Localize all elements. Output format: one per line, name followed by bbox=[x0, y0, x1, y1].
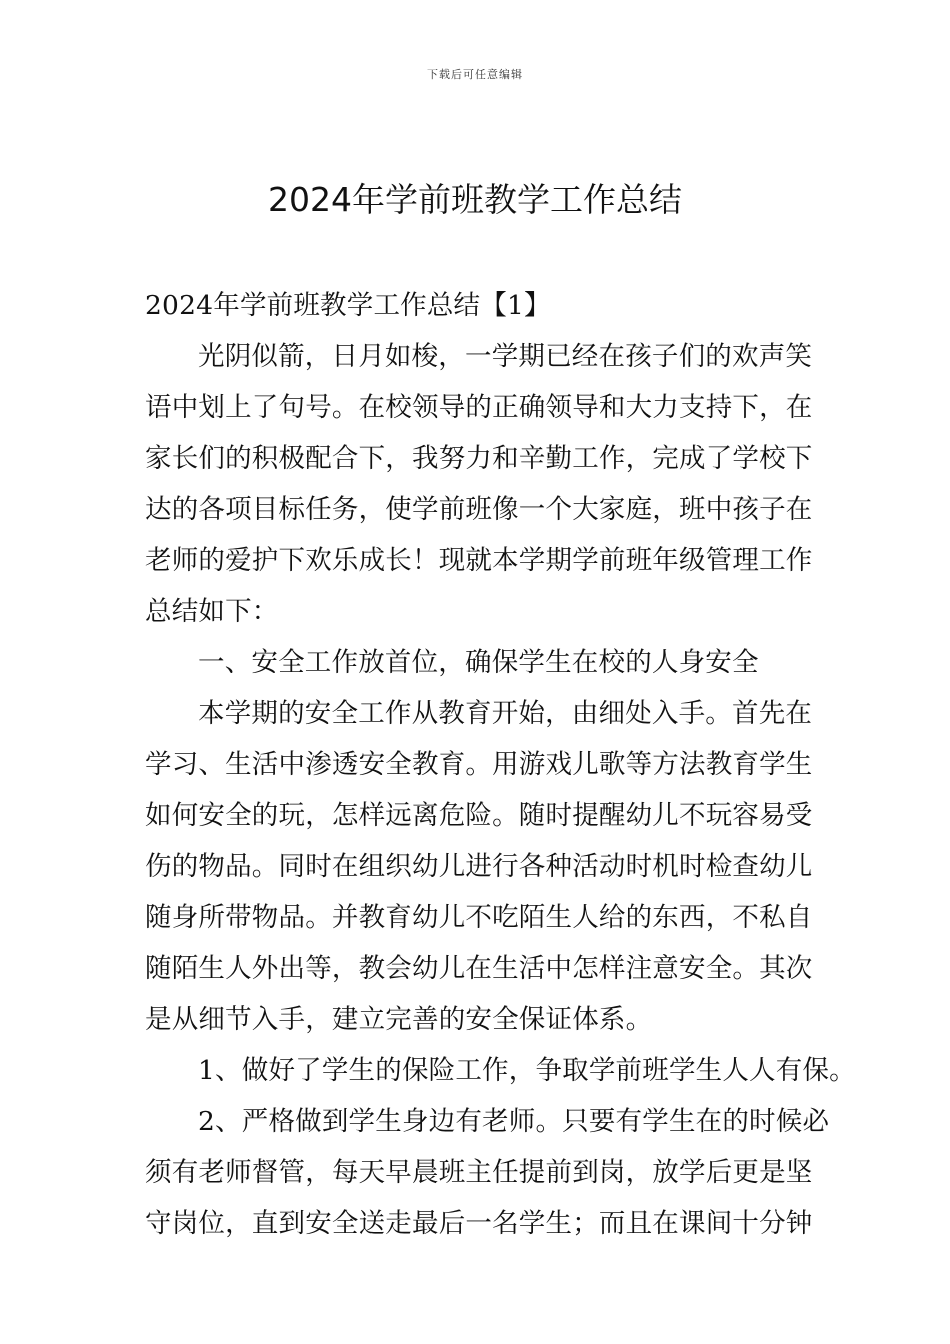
text-line: 2、严格做到学生身边有老师。只要有学生在的时候必 bbox=[198, 1106, 830, 1137]
text-line: 学习、生活中渗透安全教育。用游戏儿歌等方法教育学生 bbox=[145, 749, 813, 780]
text-line: 随陌生人外出等，教会幼儿在生活中怎样注意安全。其次 bbox=[145, 953, 813, 984]
text-line: 本学期的安全工作从教育开始，由细处入手。首先在 bbox=[198, 698, 813, 729]
text-line: 须有老师督管，每天早晨班主任提前到岗，放学后更是坚 bbox=[145, 1157, 813, 1188]
text-line: 随身所带物品。并教育幼儿不吃陌生人给的东西，不私自 bbox=[145, 902, 813, 933]
text-line: 1、做好了学生的保险工作，争取学前班学生人人有保。 bbox=[198, 1055, 856, 1086]
document-body bbox=[145, 280, 856, 1249]
text-line: 达的各项目标任务，使学前班像一个大家庭，班中孩子在 bbox=[145, 494, 813, 525]
text-line: 守岗位，直到安全送走最后一名学生；而且在课间十分钟 bbox=[145, 1208, 813, 1239]
text-line: 一、安全工作放首位，确保学生在校的人身安全 bbox=[198, 647, 759, 678]
text-line: 如何安全的玩，怎样远离危险。随时提醒幼儿不玩容易受 bbox=[145, 800, 813, 831]
text-line: 伤的物品。同时在组织幼儿进行各种活动时机时检查幼儿 bbox=[145, 851, 813, 882]
text-line: 语中划上了句号。在校领导的正确领导和大力支持下，在 bbox=[145, 392, 813, 423]
text-line: 光阴似箭，日月如梭，一学期已经在孩子们的欢声笑 bbox=[198, 341, 813, 372]
text-line: 是从细节入手，建立完善的安全保证体系。 bbox=[145, 1004, 653, 1035]
text-line: 老师的爱护下欢乐成长！现就本学期学前班年级管理工作 bbox=[145, 545, 813, 576]
text-line: 家长们的积极配合下，我努力和辛勤工作，完成了学校下 bbox=[145, 443, 813, 474]
text-line: 2024年学前班教学工作总结【1】 bbox=[145, 290, 551, 321]
header-note: 下载后可任意编辑 bbox=[427, 68, 523, 81]
text-line: 总结如下： bbox=[145, 596, 279, 627]
document-title: 2024年学前班教学工作总结 bbox=[268, 180, 682, 219]
